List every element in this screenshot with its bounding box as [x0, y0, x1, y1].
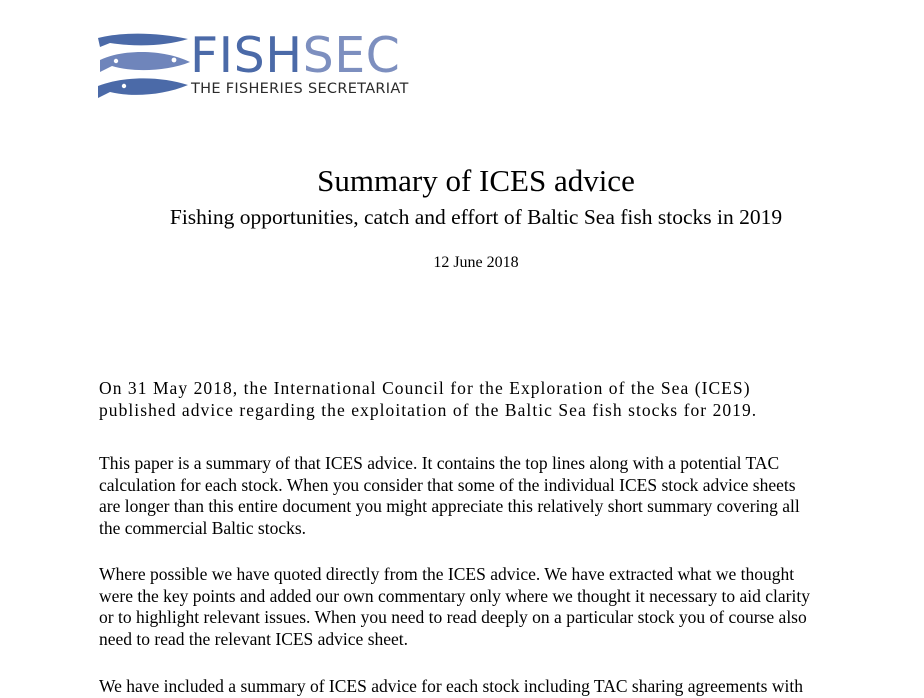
paragraph-line: This paper is a summary of that ICES advice. It contains the top lines along with a potential TAC: [99, 453, 780, 473]
lead-line: published advice regarding the exploitation of the Baltic Sea fish stocks for 2019.: [99, 399, 758, 420]
fish-logo-icon: [96, 30, 192, 100]
document-subtitle: Fishing opportunities, catch and effort of Baltic Sea fish stocks in 2019: [169, 205, 783, 229]
logo-word-fish: FISH: [190, 27, 303, 84]
logo-wordmark: [190, 26, 400, 86]
lead-line: On 31 May 2018, the International Council for the Exploration of the Sea (ICES): [99, 378, 751, 398]
paragraph-line: Where possible we have quoted directly from the ICES advice. We have extracted what we thought: [99, 564, 795, 584]
logo-subtitle: THE FISHERIES SECRETARIAT: [191, 81, 409, 97]
paragraph-line: the commercial Baltic stocks.: [99, 517, 307, 538]
paragraph-included: [99, 676, 889, 698]
lead-paragraph: [99, 378, 899, 421]
paragraph-line: We have included a summary of ICES advice for each stock including TAC sharing agreements with: [99, 676, 803, 696]
logo-word-sec: SEC: [302, 27, 401, 84]
paragraph-line: were the key points and added our own commentary only where we thought it necessary to aid clarity: [99, 585, 810, 606]
document-title: Summary of ICES advice: [317, 163, 635, 198]
paragraph-line: are longer than this entire document you might appreciate this relatively short summary covering all: [99, 496, 800, 516]
paragraph-method: [99, 564, 889, 650]
paragraph-line: calculation for each stock. When you consider that some of the individual ICES stock advice sheets: [99, 474, 796, 495]
paragraph-line: need to read the relevant ICES advice sheet.: [99, 628, 409, 649]
fishsec-logo: [96, 27, 426, 102]
paragraph-summary: [99, 453, 889, 539]
document-date: 12 June 2018: [433, 254, 519, 271]
paragraph-line: or to highlight relevant issues. When you need to read deeply on a particular stock you of course also: [99, 607, 807, 627]
